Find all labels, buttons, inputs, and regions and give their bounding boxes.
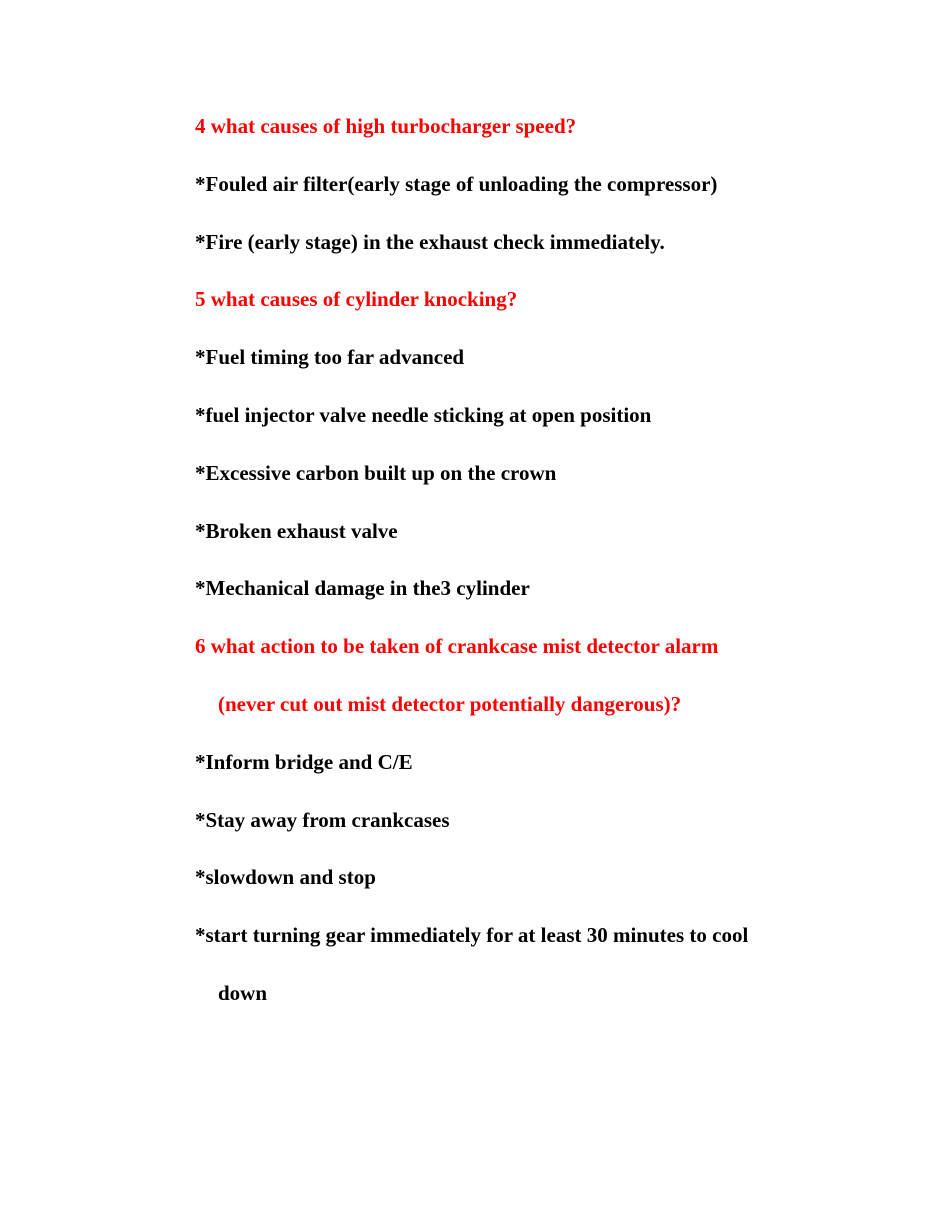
answer-line: *Broken exhaust valve	[195, 518, 398, 543]
answer-line: *Stay away from crankcases	[195, 807, 450, 832]
answer-line: *Fouled air filter(early stage of unloading the compressor)	[195, 171, 718, 196]
question-heading-6: 6 what action to be taken of crankcase mist detector alarm	[195, 634, 719, 659]
answer-line: *fuel injector valve needle sticking at open position	[195, 402, 652, 427]
question-heading-5: 5 what causes of cylinder knocking?	[195, 287, 518, 312]
answer-line-continuation: down	[218, 980, 268, 1005]
answer-line: *Excessive carbon built up on the crown	[195, 460, 557, 485]
question-heading-4: 4 what causes of high turbocharger speed?	[195, 114, 577, 138]
question-heading-6-continuation: (never cut out mist detector potentially dangerous)?	[218, 691, 682, 716]
answer-line: *Mechanical damage in the3 cylinder	[195, 576, 530, 601]
document-body	[195, 108, 835, 1033]
answer-line: *slowdown and stop	[195, 865, 376, 890]
answer-line: *start turning gear immediately for at least 30 minutes to cool	[195, 923, 749, 948]
answer-line: *Inform bridge and C/E	[195, 749, 413, 774]
answer-line: *Fuel timing too far advanced	[195, 345, 465, 370]
answer-line: *Fire (early stage) in the exhaust check immediately.	[195, 229, 665, 254]
